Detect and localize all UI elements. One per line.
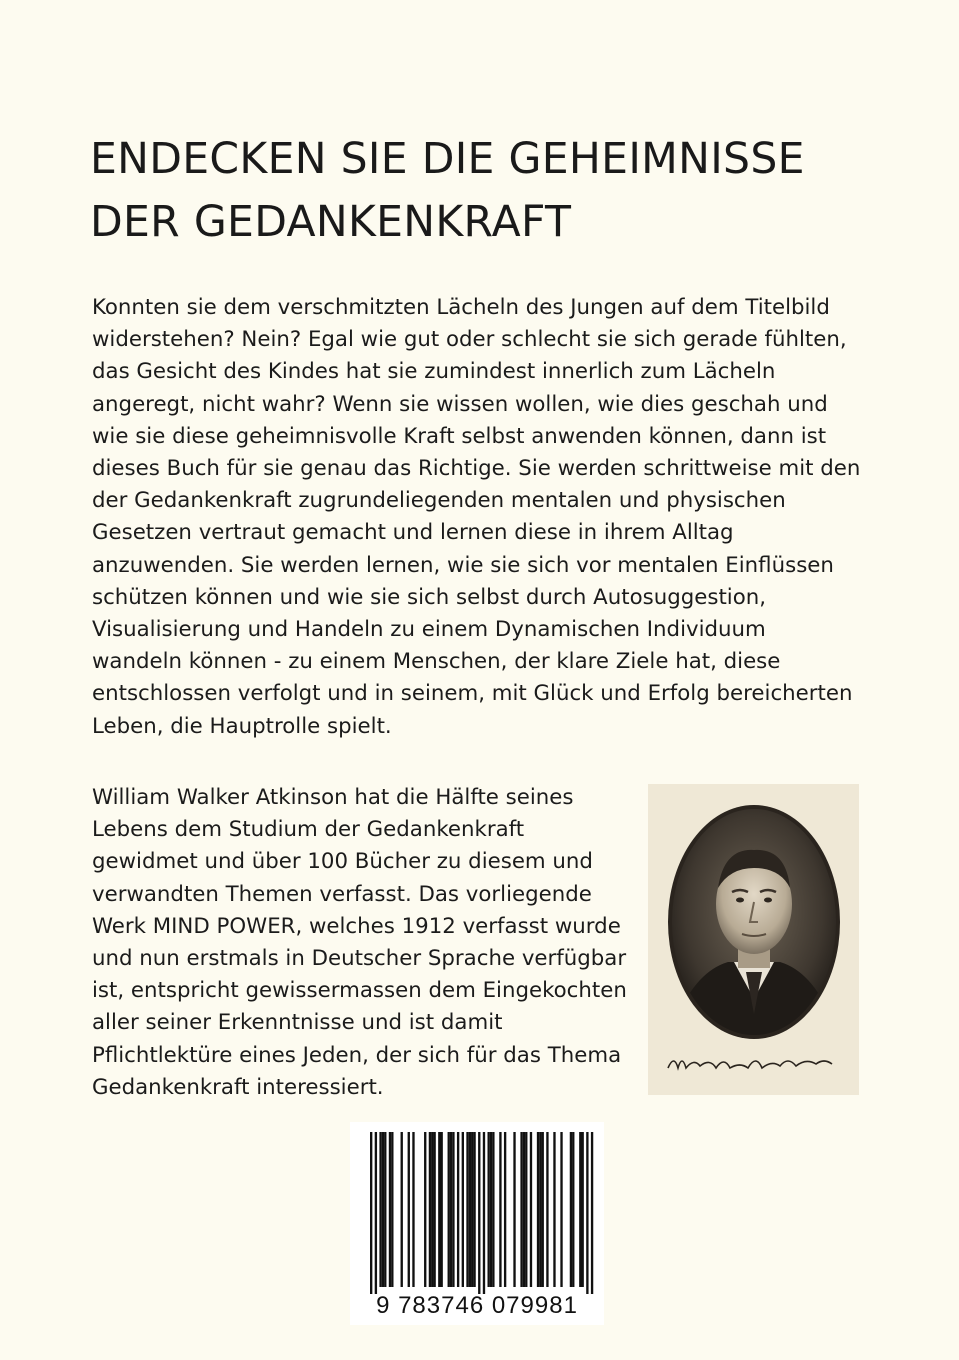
text-line: widerstehen? Nein? Egal wie gut oder schlecht sie sich gerade fühlten, — [92, 327, 847, 353]
barcode-bar — [466, 1132, 468, 1287]
barcode-bar — [488, 1132, 490, 1287]
barcode-bar — [539, 1132, 541, 1287]
barcode-bar — [471, 1132, 473, 1287]
barcode-bar — [513, 1132, 515, 1287]
barcode-bar — [483, 1132, 485, 1294]
barcode-bar — [542, 1132, 544, 1287]
text-line: anzuwenden. Sie werden lernen, wie sie sich vor mentalen Einflüssen — [92, 552, 834, 578]
barcode-bar — [499, 1132, 501, 1287]
text-line: Pflichtlektüre eines Jeden, der sich für das Thema — [92, 1042, 622, 1068]
text-line: entschlossen verfolgt und in seinem, mit Glück und Erfolg bereicherten — [92, 681, 853, 707]
barcode-bar — [473, 1132, 475, 1287]
barcode-bar — [391, 1132, 393, 1287]
barcode-bar — [424, 1132, 426, 1287]
barcode-bar — [478, 1132, 480, 1294]
author-portrait — [648, 784, 859, 1095]
barcode-bar — [492, 1132, 494, 1287]
barcode-bar — [579, 1132, 581, 1287]
barcode-bar — [433, 1132, 435, 1287]
barcode-bar — [412, 1132, 414, 1287]
intro-paragraph — [92, 292, 882, 743]
title-line: DER GEDANKENKRAFT — [90, 198, 572, 247]
portrait-image — [648, 784, 859, 1095]
barcode-bar — [448, 1132, 450, 1287]
text-line: das Gesicht des Kindes hat sie zumindest innerlich zum Lächeln — [92, 359, 776, 385]
barcode-bar — [370, 1132, 372, 1294]
back-cover-title — [90, 128, 890, 254]
text-line: wandeln können - zu einem Menschen, der klare Ziele hat, diese — [92, 649, 781, 675]
barcode-bar — [379, 1132, 381, 1287]
barcode-bar — [384, 1132, 386, 1287]
barcode-bar — [520, 1132, 522, 1287]
text-line: Lebens dem Studium der Gedankenkraft — [92, 817, 525, 843]
barcode-bar — [401, 1132, 403, 1287]
isbn-number: 9 783746 079981 — [376, 1292, 578, 1319]
text-line: aller seiner Erkenntnisse und ist damit — [92, 1010, 503, 1036]
barcode-bar — [450, 1132, 452, 1287]
barcode-bar — [504, 1132, 506, 1287]
text-line: wie sie diese geheimnisvolle Kraft selbst anwenden können, dann ist — [92, 423, 827, 449]
author-bio-paragraph — [92, 782, 637, 1104]
text-line: angeregt, nicht wahr? Wenn sie wissen wollen, wie dies geschah und — [92, 391, 828, 417]
barcode-bar — [560, 1132, 562, 1287]
title-line: ENDECKEN SIE DIE GEHEIMNISSE — [90, 135, 805, 184]
barcode-bar — [457, 1132, 459, 1287]
barcode-bar — [441, 1132, 443, 1287]
text-line: William Walker Atkinson hat die Hälfte seines — [92, 785, 574, 810]
barcode-bar — [553, 1132, 555, 1287]
barcode-bar — [530, 1132, 532, 1287]
barcode-bar — [469, 1132, 471, 1287]
text-line: und nun erstmals in Deutscher Sprache verfügbar — [92, 946, 627, 972]
text-line: Konnten sie dem verschmitzten Lächeln des Jungen auf dem Titelbild — [92, 295, 830, 320]
barcode-bar — [408, 1132, 410, 1287]
barcode-bar — [382, 1132, 384, 1287]
barcode-bar — [438, 1132, 440, 1287]
barcode-bar — [572, 1132, 574, 1287]
barcode-bar — [452, 1132, 454, 1287]
barcode-bar — [431, 1132, 433, 1287]
barcode-bar — [462, 1132, 464, 1287]
barcode-bar — [523, 1132, 525, 1287]
barcode-bar — [375, 1132, 377, 1294]
barcode-bar — [537, 1132, 539, 1287]
barcode-bar — [591, 1132, 593, 1294]
text-line: Gedankenkraft interessiert. — [92, 1074, 384, 1100]
text-line: Gesetzen vertraut gemacht und lernen diese in ihrem Alltag — [92, 520, 734, 546]
text-line: der Gedankenkraft zugrundeliegenden mentalen und physischen — [92, 488, 786, 514]
barcode-bar — [570, 1132, 572, 1287]
barcode-bar — [490, 1132, 492, 1287]
text-line: schützen können und wie sie sich selbst durch Autosuggestion, — [92, 584, 767, 610]
text-line: verwandten Themen verfasst. Das vorliegende — [92, 881, 592, 907]
text-line: Visualisierung und Handeln zu einem Dynamischen Individuum — [92, 617, 766, 643]
barcode-bar — [546, 1132, 548, 1287]
isbn-barcode — [350, 1122, 604, 1325]
barcode-bar — [389, 1132, 391, 1287]
barcode-bar — [525, 1132, 527, 1287]
text-line: gewidmet und über 100 Bücher zu diesem und — [92, 849, 593, 875]
barcode-bar — [429, 1132, 431, 1287]
barcode-bar — [586, 1132, 588, 1294]
text-line: Werk MIND POWER, welches 1912 verfasst wurde — [92, 913, 621, 939]
text-line: Leben, die Hauptrolle spielt. — [92, 713, 392, 739]
barcode-bars — [350, 1122, 604, 1297]
barcode-bar — [582, 1132, 584, 1287]
text-line: dieses Buch für sie genau das Richtige. Sie werden schrittweise mit den — [92, 456, 861, 482]
text-line: ist, entspricht gewissermassen dem Eingekochten — [92, 978, 627, 1004]
